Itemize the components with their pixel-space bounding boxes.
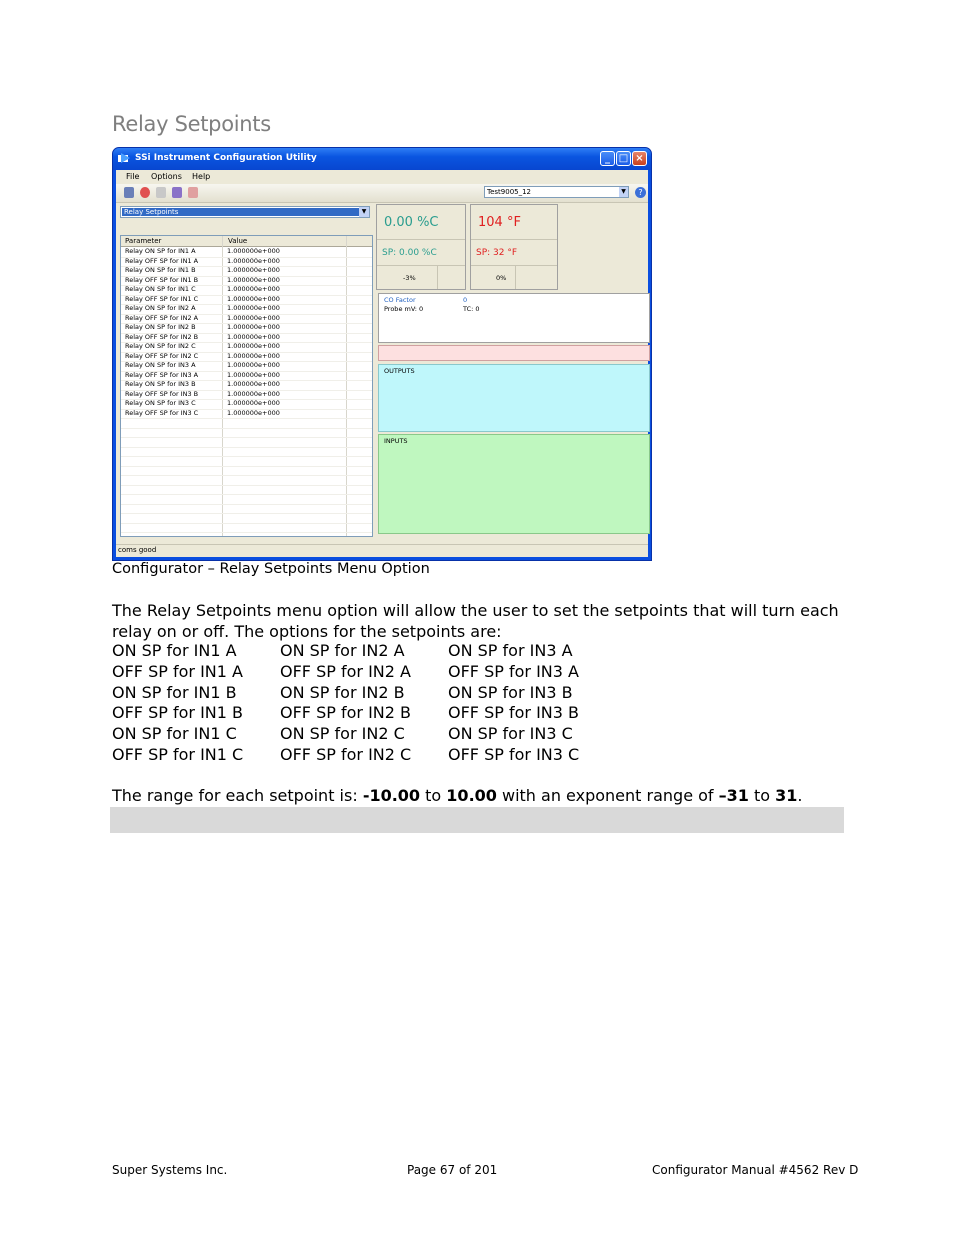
menu-help[interactable]: Help <box>192 172 211 181</box>
co-factor-label: CO Factor <box>384 296 416 304</box>
value-cell[interactable]: 1.000000e+000 <box>227 285 280 293</box>
footer-page-number: Page 67 of 201 <box>407 1163 498 1177</box>
parameter-cell: Relay OFF SP for IN3 C <box>125 408 199 417</box>
divider <box>377 265 465 266</box>
co-factor-value: 0 <box>463 296 468 304</box>
divider <box>377 239 465 240</box>
parameter-cell: Relay OFF SP for IN1 A <box>125 256 199 265</box>
range-to: to <box>420 786 447 805</box>
edit-icon[interactable] <box>188 187 198 198</box>
parameter-cell: Relay OFF SP for IN2 B <box>125 332 199 341</box>
value-cell[interactable]: 1.000000e+000 <box>227 342 280 350</box>
options-column-in1 <box>112 641 243 766</box>
toolbar <box>116 184 648 203</box>
exponent-max: 31 <box>775 786 798 805</box>
process-value-2: 104 °F <box>478 215 521 230</box>
value-cell[interactable]: 1.000000e+000 <box>227 361 280 369</box>
option-item: OFF SP for IN2 C <box>280 744 412 764</box>
value-cell[interactable]: 1.000000e+000 <box>227 247 280 255</box>
empty-row <box>121 523 372 534</box>
option-item: OFF SP for IN1 A <box>112 661 243 681</box>
parameter-cell: Relay ON SP for IN2 C <box>125 342 196 350</box>
tc-value: TC: 0 <box>463 305 480 313</box>
parameter-cell: Relay ON SP for IN1 A <box>125 247 196 255</box>
value-cell[interactable]: 1.000000e+000 <box>227 399 280 407</box>
footer-manual: Configurator Manual #4562 Rev D <box>652 1163 859 1177</box>
option-item: OFF SP for IN1 C <box>112 744 244 764</box>
range-to: to <box>748 786 776 805</box>
option-item: ON SP for IN3 B <box>448 682 573 702</box>
option-item: ON SP for IN2 B <box>280 682 405 702</box>
alarm-strip <box>378 345 650 361</box>
value-cell[interactable]: 1.000000e+000 <box>227 323 280 331</box>
chevron-down-icon[interactable]: ▼ <box>619 187 628 197</box>
option-item: OFF SP for IN1 B <box>112 703 243 723</box>
range-mid: with an exponent range of <box>496 786 719 805</box>
process-value-1: 0.00 %C <box>384 215 439 230</box>
app-window-screenshot <box>112 147 652 561</box>
minimize-button[interactable]: _ <box>600 151 615 166</box>
option-item: OFF SP for IN2 B <box>280 703 411 723</box>
options-column-in3 <box>448 641 579 766</box>
parameter-cell: Relay OFF SP for IN2 C <box>125 351 199 360</box>
option-item: OFF SP for IN3 A <box>448 661 579 681</box>
shaded-bar <box>110 807 844 833</box>
inputs-panel <box>378 434 650 534</box>
divider <box>437 265 438 289</box>
parameter-cell: Relay OFF SP for IN3 B <box>125 389 199 398</box>
description-paragraph: The Relay Setpoints menu option will allow the user to set the setpoints that will turn each relay on or off. The options for the setpoints are: <box>112 601 839 641</box>
footer-company: Super Systems Inc. <box>112 1163 228 1177</box>
option-item: OFF SP for IN3 B <box>448 703 579 723</box>
parameter-cell: Relay OFF SP for IN2 A <box>125 313 199 322</box>
window-client <box>116 170 648 557</box>
value-cell[interactable]: 1.000000e+000 <box>227 380 280 388</box>
parameter-cell: Relay ON SP for IN2 A <box>125 304 196 312</box>
window-title: SSi Instrument Configuration Utility <box>135 153 317 163</box>
column-header-parameter[interactable]: Parameter <box>125 237 162 245</box>
parameter-cell: Relay ON SP for IN2 B <box>125 323 196 331</box>
option-item: ON SP for IN2 A <box>280 641 405 660</box>
option-item: ON SP for IN1 C <box>112 724 237 744</box>
chevron-down-icon[interactable]: ▼ <box>359 207 369 217</box>
grid-header <box>121 236 372 247</box>
value-cell[interactable]: 1.000000e+000 <box>227 304 280 312</box>
option-item: OFF SP for IN3 C <box>448 744 580 764</box>
options-column-in2 <box>280 641 411 766</box>
parameter-cell: Relay ON SP for IN3 A <box>125 361 196 369</box>
maximize-button[interactable]: □ <box>616 151 631 166</box>
range-min: -10.00 <box>362 786 421 805</box>
device-select[interactable] <box>484 186 629 198</box>
menu-option-select[interactable] <box>120 206 370 218</box>
parameter-cell: Relay OFF SP for IN1 B <box>125 275 199 284</box>
help-icon[interactable]: ? <box>635 187 646 198</box>
value-cell[interactable]: 1.000000e+000 <box>227 332 280 341</box>
app-icon <box>118 153 130 163</box>
value-cell[interactable]: 1.000000e+000 <box>227 266 280 274</box>
outputs-panel <box>378 364 650 432</box>
parameter-grid <box>120 235 373 537</box>
probe-info-panel <box>378 293 650 343</box>
exponent-min: –31 <box>718 786 749 805</box>
value-cell[interactable]: 1.000000e+000 <box>227 313 280 322</box>
menu-file[interactable]: File <box>126 172 140 181</box>
column-header-value[interactable]: Value <box>228 237 248 245</box>
value-cell[interactable]: 1.000000e+000 <box>227 408 280 417</box>
range-end: . <box>797 786 803 805</box>
parameter-cell: Relay ON SP for IN1 C <box>125 285 196 293</box>
option-item: ON SP for IN1 A <box>112 641 237 660</box>
parameter-cell: Relay OFF SP for IN1 C <box>125 294 199 303</box>
download-icon[interactable] <box>156 187 166 198</box>
option-item: OFF SP for IN2 A <box>280 661 411 681</box>
title-bar <box>113 148 651 170</box>
value-cell[interactable]: 1.000000e+000 <box>227 275 280 284</box>
section-heading: Relay Setpoints <box>112 112 271 136</box>
value-cell[interactable]: 1.000000e+000 <box>227 256 280 265</box>
left-panel <box>116 204 374 556</box>
value-cell[interactable]: 1.000000e+000 <box>227 370 280 379</box>
output-percent-2: 0% <box>496 274 507 282</box>
value-cell[interactable]: 1.000000e+000 <box>227 389 280 398</box>
setpoint-1: SP: 0.00 %C <box>382 248 437 258</box>
value-cell[interactable]: 1.000000e+000 <box>227 294 280 303</box>
close-button[interactable]: × <box>632 151 647 166</box>
divider <box>515 265 516 289</box>
setpoint-2: SP: 32 °F <box>476 248 518 258</box>
menu-bar <box>116 170 648 184</box>
parameter-cell: Relay ON SP for IN1 B <box>125 266 196 274</box>
divider <box>471 265 557 266</box>
status-text: coms good <box>118 546 157 554</box>
disconnect-icon[interactable] <box>140 187 150 198</box>
inputs-label: INPUTS <box>384 437 408 445</box>
parameter-cell: Relay ON SP for IN3 B <box>125 380 196 388</box>
parameter-cell: Relay ON SP for IN3 C <box>125 399 196 407</box>
range-prefix: The range for each setpoint is: <box>112 786 363 805</box>
option-item: ON SP for IN1 B <box>112 682 237 702</box>
option-item: ON SP for IN2 C <box>280 724 405 744</box>
figure-caption: Configurator – Relay Setpoints Menu Option <box>112 561 430 577</box>
connect-icon[interactable] <box>124 187 134 198</box>
probe-mv: Probe mV: 0 <box>384 305 424 313</box>
option-item: ON SP for IN3 C <box>448 724 573 744</box>
range-max: 10.00 <box>446 786 497 805</box>
menu-options[interactable]: Options <box>151 172 182 181</box>
value-cell[interactable]: 1.000000e+000 <box>227 351 280 360</box>
process-value-panel-2 <box>470 204 558 290</box>
process-value-panel-1 <box>376 204 466 290</box>
settings-gear-icon[interactable] <box>172 187 182 198</box>
range-sentence <box>112 786 803 805</box>
output-percent-1: -3% <box>403 274 416 282</box>
menu-option-selected: Relay Setpoints <box>122 208 360 216</box>
status-bar <box>116 544 648 557</box>
device-select-value: Test9005_12 <box>487 188 532 196</box>
parameter-cell: Relay OFF SP for IN3 A <box>125 370 199 379</box>
outputs-label: OUTPUTS <box>384 367 415 375</box>
right-panel <box>376 204 652 556</box>
divider <box>471 239 557 240</box>
option-item: ON SP for IN3 A <box>448 641 573 660</box>
